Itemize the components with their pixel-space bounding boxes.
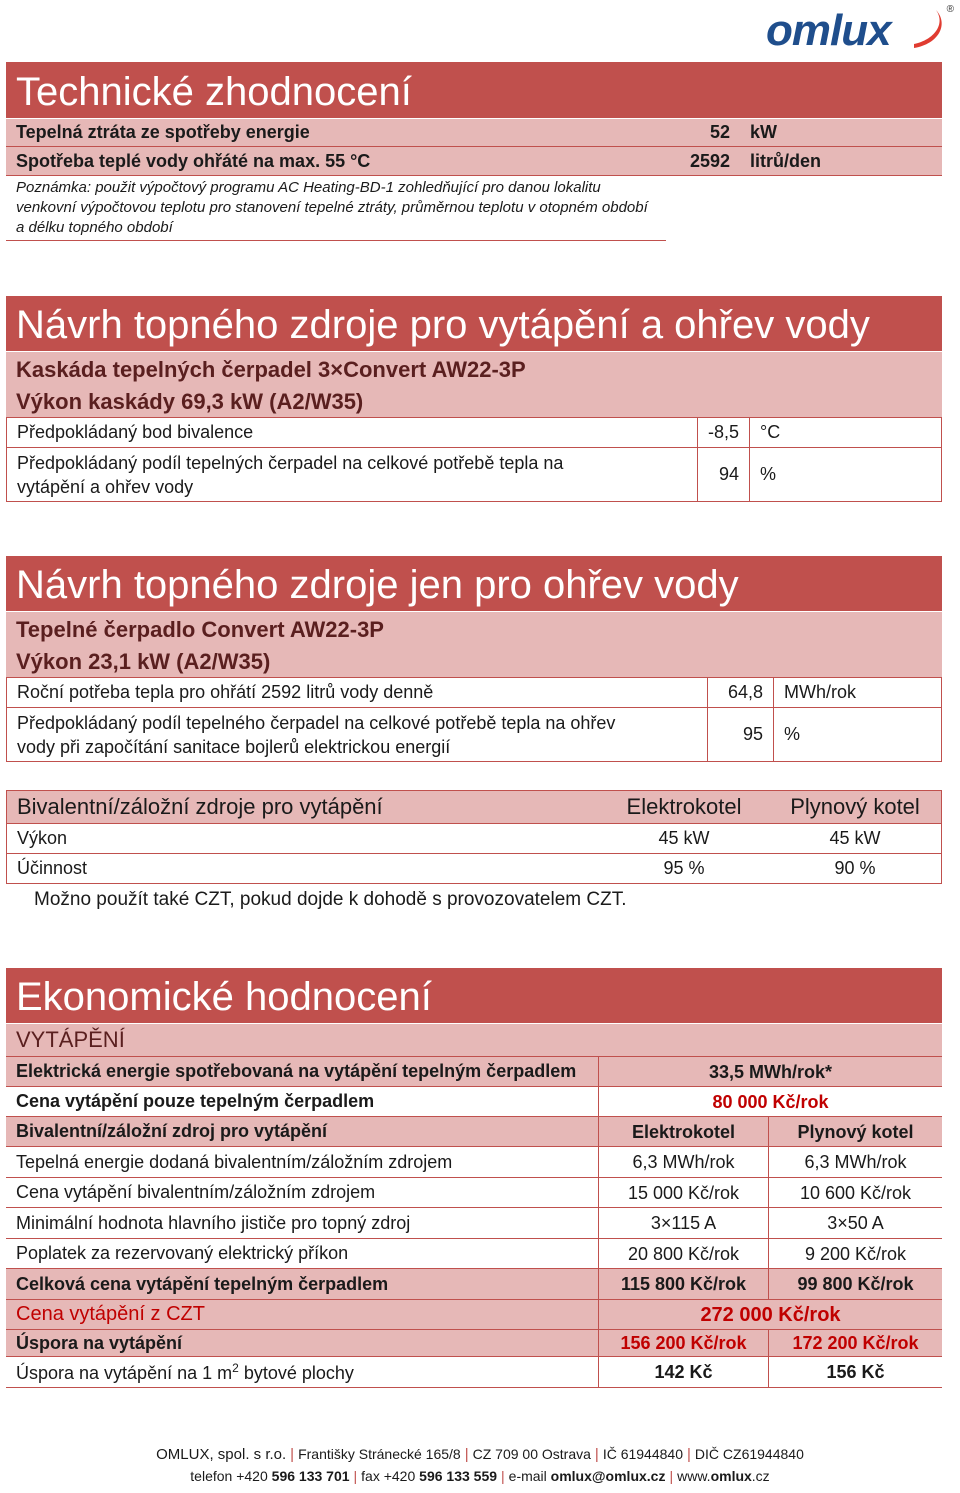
econ-row (6, 1147, 942, 1178)
econ-label: Tepelná energie dodaná bivalentním/záložním zdrojem (16, 1151, 453, 1172)
design1-row-bivalence (6, 418, 942, 448)
econ-label: Bivalentní/záložní zdroj pro vytápění (16, 1121, 328, 1141)
economic-table (6, 1057, 942, 1388)
tech-row-hot-water (6, 147, 942, 176)
backup-note: Možno použít také CZT, pokud dojde k dohodě s provozovatelem CZT. (34, 889, 627, 910)
econ-gas: 172 200 Kč/rok (768, 1330, 942, 1356)
economic-subtitle: VYTÁPĚNÍ (6, 1024, 942, 1057)
econ-label-start: Úspora na vytápění na 1 m (16, 1362, 233, 1383)
design1-cascade: Kaskáda tepelných čerpadel 3×Convert AW22-3P (16, 357, 526, 382)
econ-label-end: bytové plochy (238, 1362, 354, 1383)
econ-row (6, 1057, 942, 1087)
backup-header-electric: Elektrokotel (626, 794, 742, 819)
backup-row-power (6, 824, 942, 854)
design-heating-water-section (6, 296, 942, 502)
design1-row-share (6, 448, 942, 502)
footer-ico: IČ 61944840 (602, 1446, 683, 1462)
design1-unit: % (749, 448, 941, 501)
footer-web-link[interactable] (677, 1468, 770, 1484)
econ-row (6, 1269, 942, 1300)
econ-label: Úspora na vytápění (16, 1332, 183, 1353)
econ-gas: 99 800 Kč/rok (768, 1269, 942, 1299)
design2-row-annual (6, 678, 942, 708)
footer-web-post: .cz (751, 1468, 770, 1484)
design2-row-share (6, 708, 942, 762)
econ-row (6, 1330, 942, 1357)
econ-label-sup: 2 (232, 1360, 239, 1375)
econ-gas: 9 200 Kč/rok (768, 1239, 942, 1268)
econ-electric: 15 000 Kč/rok (598, 1178, 768, 1207)
econ-electric: 3×115 A (598, 1208, 768, 1238)
technical-title: Technické zhodnocení (16, 70, 412, 114)
econ-electric: 6,3 MWh/rok (598, 1147, 768, 1177)
footer-company: OMLUX, spol. s r.o. (156, 1446, 287, 1463)
econ-gas: 3×50 A (768, 1208, 942, 1238)
tech-unit: litrů/den (750, 150, 821, 171)
design1-unit: °C (749, 418, 941, 447)
design2-title-bar (6, 556, 942, 612)
econ-gas: Plynový kotel (768, 1117, 942, 1146)
econ-electric: 20 800 Kč/rok (598, 1239, 768, 1268)
technical-section (6, 62, 942, 241)
backup-sources-section (6, 790, 942, 916)
backup-electric-value: 95 % (663, 858, 705, 878)
design2-title: Návrh topného zdroje jen pro ohřev vody (16, 563, 739, 607)
tech-value: 52 (709, 122, 730, 142)
design1-label: Předpokládaný bod bivalence (17, 422, 254, 442)
econ-label: Celková cena vytápění tepelným čerpadlem (16, 1273, 389, 1294)
design1-power: Výkon kaskády 69,3 kW (A2/W35) (16, 389, 364, 414)
backup-header-row (6, 790, 942, 824)
econ-row (6, 1208, 942, 1239)
econ-gas: 6,3 MWh/rok (768, 1147, 942, 1177)
backup-row-efficiency (6, 854, 942, 884)
design1-subheader (6, 352, 942, 418)
econ-row (6, 1357, 942, 1388)
design2-pump: Tepelné čerpadlo Convert AW22-3P (16, 617, 384, 642)
registered-mark: ® (946, 4, 954, 15)
backup-electric-value: 45 kW (658, 828, 710, 848)
backup-label: Účinnost (17, 858, 88, 878)
econ-label: Cena vytápění pouze tepelným čerpadlem (16, 1091, 375, 1111)
footer-contacts: telefon +420 596 133 701 | fax +420 596 133 559 | e-mail omlux@omlux.cz | www.omlux.cz (190, 1468, 770, 1484)
tech-note: Poznámka: použit výpočtový programu AC Heating-BD-1 zohledňující pro danou lokalitu venkovní výpočtovou teplotu pro stanovení tepelné ztráty, průměrnou teplotu v otopném období a délku topného období (6, 176, 666, 241)
econ-span-value: 33,5 MWh/rok* (598, 1057, 942, 1086)
econ-label: Poplatek za rezervovaný elektrický příkon (16, 1243, 349, 1263)
design2-power: Výkon 23,1 kW (A2/W35) (16, 649, 271, 674)
design-water-section (6, 556, 942, 762)
logo-text: omlux (766, 6, 891, 55)
tech-label: Tepelná ztráta ze spotřeby energie (16, 122, 310, 142)
tech-row-heat-loss (6, 119, 942, 147)
design1-title-bar (6, 296, 942, 352)
econ-span-value: 80 000 Kč/rok (598, 1087, 942, 1116)
design1-value: 94 (697, 448, 749, 501)
footer-mail-label: e-mail (508, 1468, 551, 1484)
econ-row (6, 1117, 942, 1147)
omlux-logo (764, 4, 954, 60)
design2-subheader (6, 612, 942, 678)
econ-span-value: 272 000 Kč/rok (598, 1300, 942, 1329)
tech-label: Spotřeba teplé vody ohřáté na max. 55 °C (16, 150, 371, 171)
econ-label: Cena vytápění z CZT (16, 1303, 205, 1325)
design1-label: Předpokládaný podíl tepelných čerpadel na celkové potřebě tepla na vytápění a ohřev vody (17, 452, 564, 497)
econ-row (6, 1087, 942, 1117)
design2-label: Předpokládaný podíl tepelného čerpadel na celkové potřebě tepla na ohřev vody při započítání sanitace bojlerů elektrickou energií (17, 712, 616, 757)
econ-electric: 115 800 Kč/rok (598, 1269, 768, 1299)
tech-unit: kW (750, 122, 777, 142)
backup-header-gas: Plynový kotel (790, 794, 920, 819)
econ-electric: Elektrokotel (598, 1117, 768, 1146)
backup-gas-value: 45 kW (829, 828, 881, 848)
design2-label: Roční potřeba tepla pro ohřátí 2592 litrů vody denně (17, 682, 434, 702)
footer-fax-label: fax +420 (361, 1468, 420, 1484)
footer-dic: DIČ CZ61944840 (694, 1446, 804, 1462)
footer-street: Františky Stránecké 165/8 (298, 1446, 461, 1462)
footer-web-main: omlux (710, 1468, 752, 1484)
design2-value: 95 (707, 708, 773, 761)
footer-phone-label: telefon +420 (190, 1468, 272, 1484)
design2-value: 64,8 (707, 678, 773, 707)
footer-phone[interactable]: 596 133 701 (271, 1468, 350, 1484)
backup-label: Výkon (17, 828, 68, 848)
econ-label: Elektrická energie spotřebovaná na vytápění tepelným čerpadlem (16, 1061, 577, 1081)
econ-label: Minimální hodnota hlavního jističe pro topný zdroj (16, 1212, 411, 1233)
econ-electric: 142 Kč (598, 1357, 768, 1387)
econ-gas: 10 600 Kč/rok (768, 1178, 942, 1207)
econ-label (6, 1361, 598, 1384)
footer-fax: 596 133 559 (419, 1468, 498, 1484)
tech-value: 2592 (689, 150, 730, 171)
footer-city: CZ 709 00 Ostrava (472, 1446, 591, 1462)
technical-title-bar (6, 62, 942, 119)
econ-gas: 156 Kč (768, 1357, 942, 1387)
econ-label: Cena vytápění bivalentním/záložním zdrojem (16, 1182, 376, 1202)
design2-unit: % (773, 708, 941, 761)
econ-row (6, 1300, 942, 1330)
econ-row (6, 1239, 942, 1269)
backup-gas-value: 90 % (834, 858, 876, 878)
footer-web-pre: www. (677, 1468, 711, 1484)
econ-row (6, 1178, 942, 1208)
economic-title-bar (6, 968, 942, 1024)
econ-electric: 156 200 Kč/rok (598, 1330, 768, 1356)
backup-header-label: Bivalentní/záložní zdroje pro vytápění (17, 794, 383, 819)
design1-title: Návrh topného zdroje pro vytápění a ohřev vody (16, 303, 870, 347)
economic-section (6, 968, 942, 1388)
footer-address: OMLUX, spol. s r.o. | Františky Stránecké 165/8 | CZ 709 00 Ostrava | IČ 61944840 | DIČ CZ61944840 (156, 1446, 804, 1463)
economic-title: Ekonomické hodnocení (16, 975, 432, 1019)
design2-unit: MWh/rok (773, 678, 941, 707)
footer-email-link[interactable]: omlux@omlux.cz (550, 1468, 666, 1484)
design1-value: -8,5 (697, 418, 749, 447)
